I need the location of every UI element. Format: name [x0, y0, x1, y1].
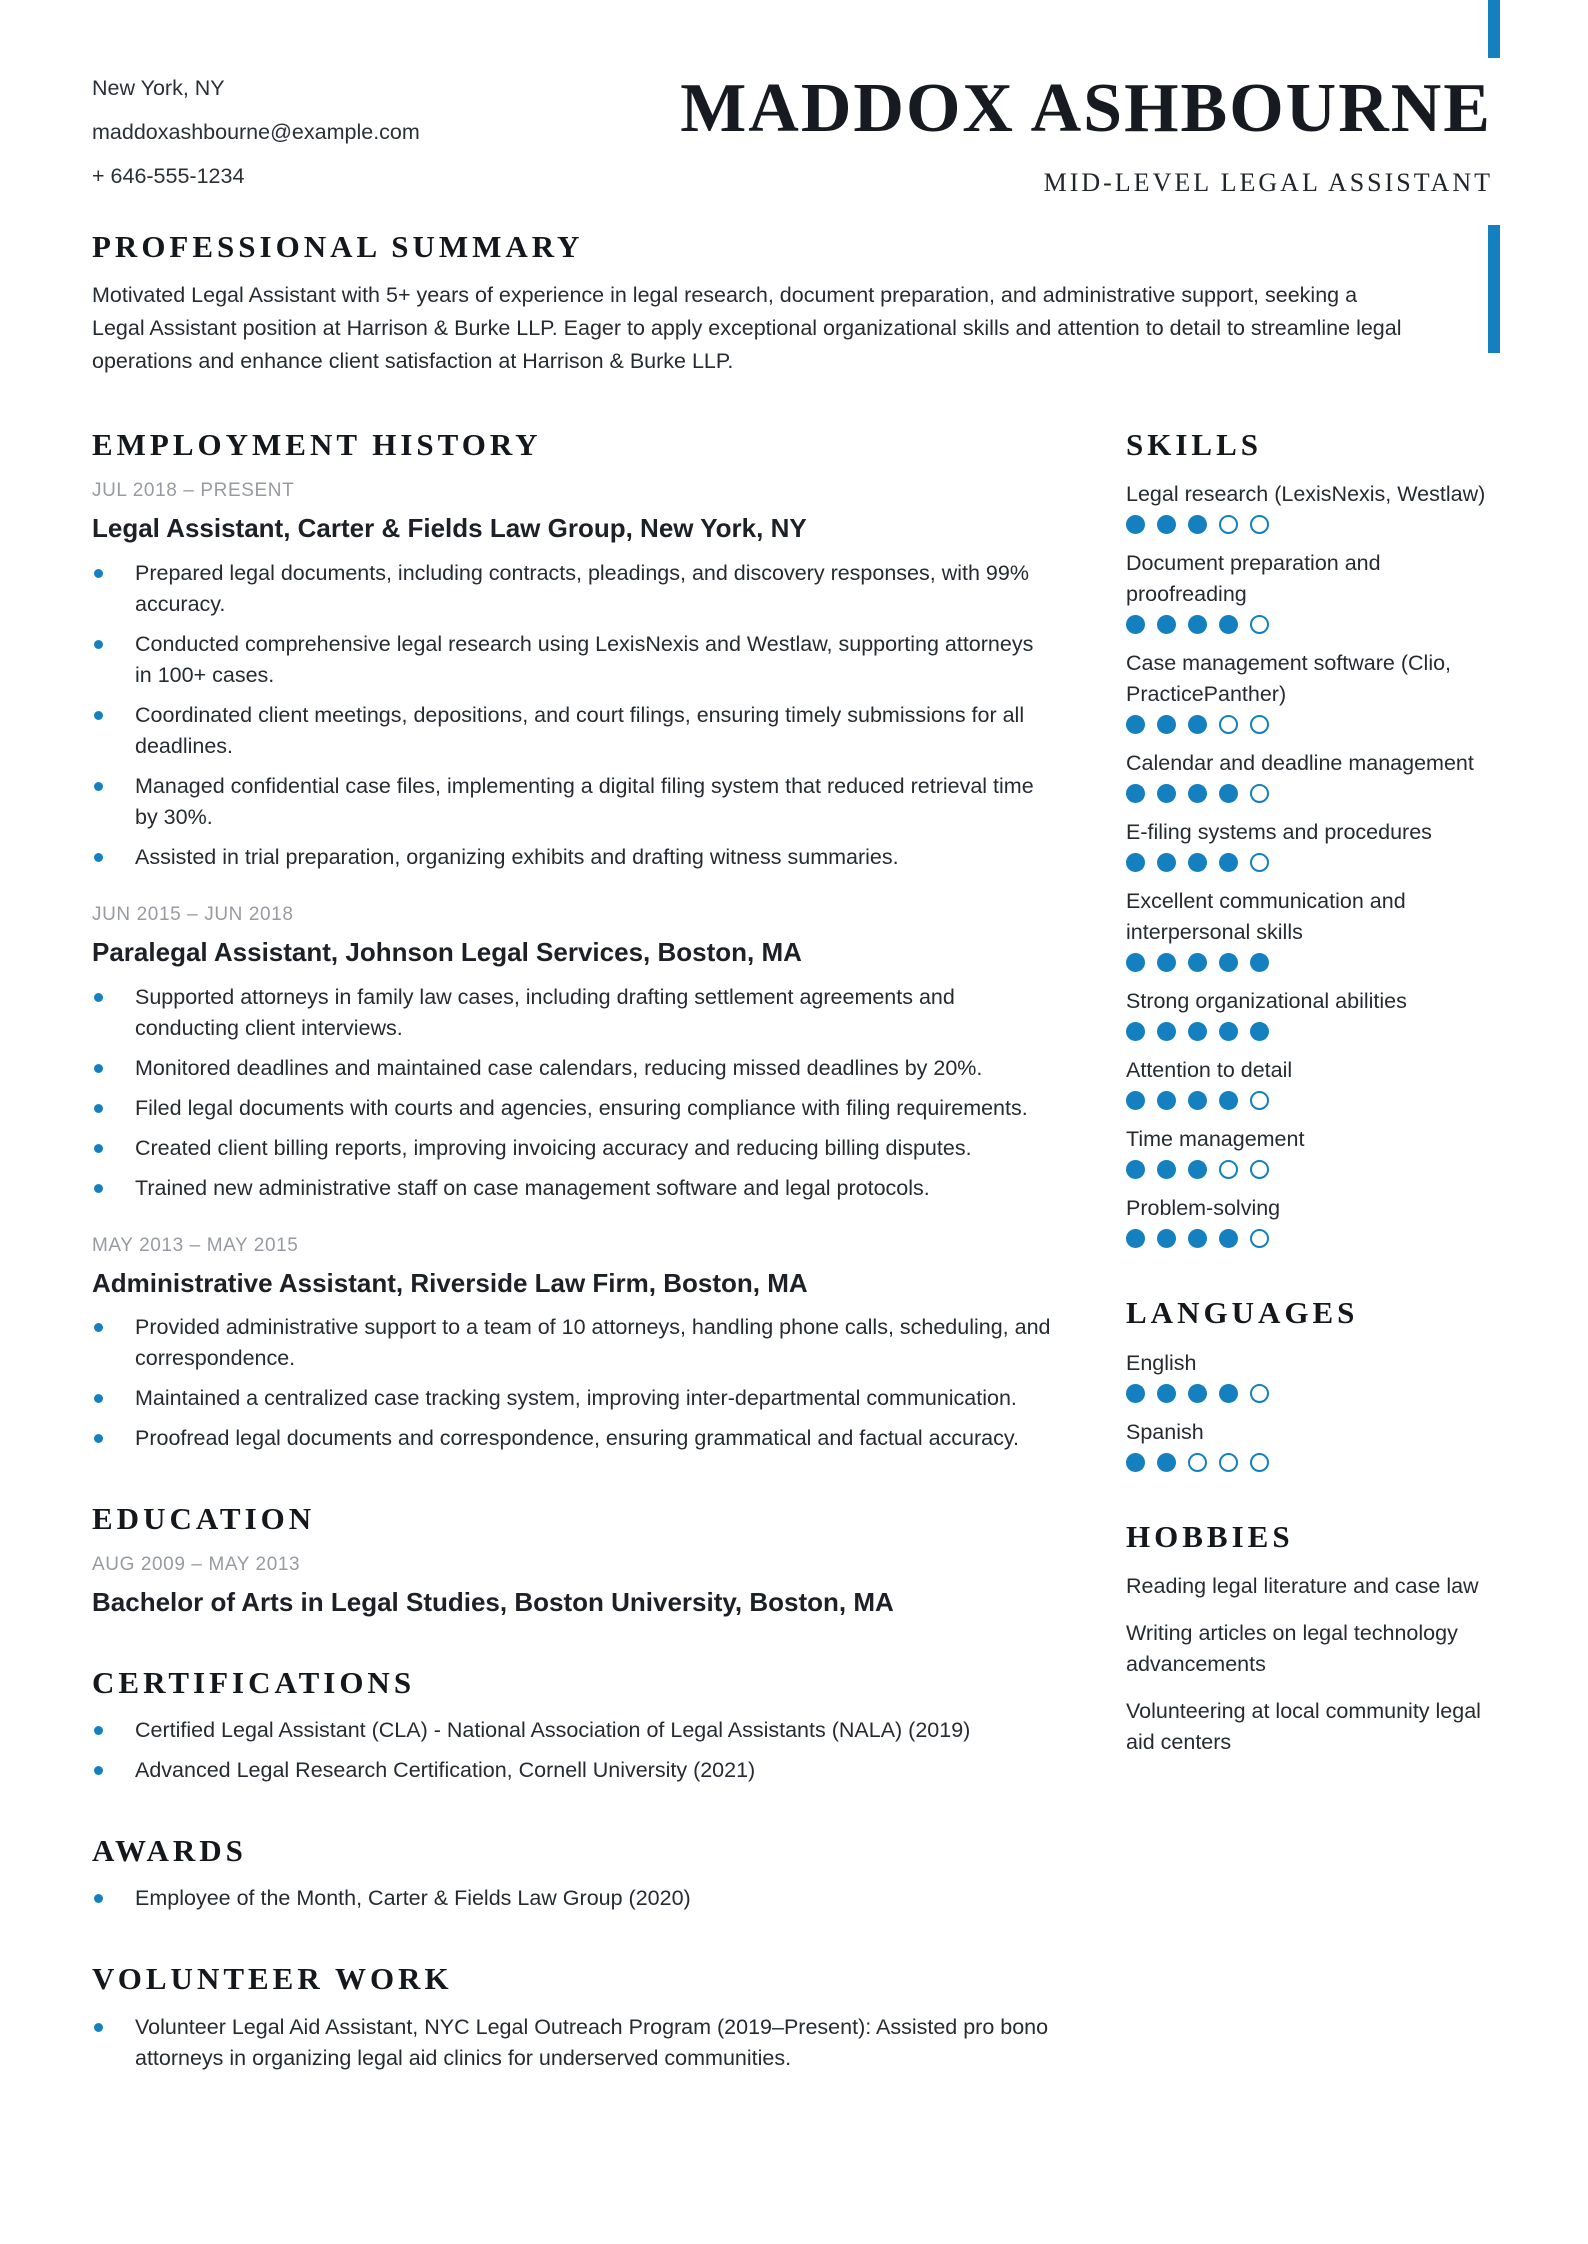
- rating-dot-filled: [1219, 1022, 1238, 1041]
- skill-rating: [1126, 515, 1490, 534]
- contact-phone: + 646-555-1234: [92, 164, 245, 188]
- certifications-section: [92, 1664, 1055, 1786]
- skill-label: Strong organizational abilities: [1126, 989, 1407, 1014]
- hobbies-heading: HOBBIES: [1126, 1518, 1294, 1554]
- rating-dot-filled: [1157, 515, 1176, 534]
- rating-dot-filled: [1188, 784, 1207, 803]
- bullet-dot: [94, 1104, 103, 1113]
- entry-title: Administrative Assistant, Riverside Law Firm, Boston, MA: [92, 1267, 808, 1298]
- contact-email: maddoxashbourne@example.com: [92, 120, 420, 144]
- certification-item: Advanced Legal Research Certification, Cornell University (2021): [92, 1755, 1055, 1786]
- skills-heading: SKILLS: [1126, 427, 1263, 463]
- skill-rating: [1126, 953, 1490, 972]
- rating-dot-filled: [1188, 1160, 1207, 1179]
- skill-item: [1126, 886, 1490, 972]
- employment-entry: [92, 479, 1055, 873]
- skill-item: [1126, 479, 1490, 534]
- skill-rating: [1126, 1091, 1490, 1110]
- hobby-item: Volunteering at local community legal aid centers: [1126, 1698, 1481, 1754]
- rating-dot-filled: [1126, 1022, 1145, 1041]
- skill-rating: [1126, 615, 1490, 634]
- entry-bullets: [92, 558, 1055, 873]
- rating-dot-empty: [1250, 1229, 1269, 1248]
- award-item: Employee of the Month, Carter & Fields Law Group (2020): [92, 1883, 1055, 1914]
- skill-label: Legal research (LexisNexis, Westlaw): [1126, 482, 1486, 507]
- rating-dot-filled: [1188, 1091, 1207, 1110]
- contact-block: [92, 66, 420, 198]
- employment-entry: [92, 1234, 1055, 1455]
- rating-dot-filled: [1126, 1091, 1145, 1110]
- languages-heading: LANGUAGES: [1126, 1295, 1359, 1331]
- skill-item: [1126, 648, 1490, 734]
- languages-section: [1126, 1294, 1490, 1471]
- rating-dot-filled: [1157, 1229, 1176, 1248]
- language-rating: [1126, 1453, 1490, 1472]
- skill-item: [1126, 548, 1490, 634]
- rating-dot-filled: [1126, 715, 1145, 734]
- rating-dot-empty: [1250, 1091, 1269, 1110]
- rating-dot-filled: [1157, 853, 1176, 872]
- rating-dot-filled: [1126, 615, 1145, 634]
- hobbies-section: [1126, 1518, 1490, 1758]
- employment-bullet: Provided administrative support to a team of 10 attorneys, handling phone calls, scheduling, and correspondence.: [92, 1312, 1055, 1374]
- language-item: [1126, 1417, 1490, 1472]
- language-item: [1126, 1348, 1490, 1403]
- skill-item: [1126, 1124, 1490, 1179]
- bullet-dot: [94, 640, 103, 649]
- candidate-title: MID-LEVEL LEGAL ASSISTANT: [1043, 168, 1493, 197]
- language-label: English: [1126, 1350, 1197, 1375]
- entry-dates: JUL 2018 – PRESENT: [92, 480, 295, 502]
- summary-text: Motivated Legal Assistant with 5+ years of experience in legal research, document preparation, and administrative support, seeking a Legal Assistant position at Harrison & Burke LLP. Eager to apply exceptional organizational skills and attention to detail to streamline legal operations and enhance client satisfaction at Harrison & Burke LLP.: [92, 283, 1402, 374]
- skill-item: [1126, 1193, 1490, 1248]
- employment-entries: [92, 479, 1055, 1454]
- certifications-heading: CERTIFICATIONS: [92, 1665, 416, 1700]
- language-rating: [1126, 1384, 1490, 1403]
- accent-bar-top: [1488, 0, 1500, 58]
- bullet-dot: [94, 853, 103, 862]
- employment-bullet: Assisted in trial preparation, organizing exhibits and drafting witness summaries.: [92, 842, 1055, 873]
- rating-dot-filled: [1188, 515, 1207, 534]
- bullet-dot: [94, 1144, 103, 1153]
- rating-dot-empty: [1250, 853, 1269, 872]
- skill-rating: [1126, 715, 1490, 734]
- contact-location: New York, NY: [92, 76, 225, 100]
- rating-dot-filled: [1126, 953, 1145, 972]
- employment-bullet: Maintained a centralized case tracking system, improving inter-departmental communication.: [92, 1383, 1055, 1414]
- rating-dot-filled: [1188, 615, 1207, 634]
- rating-dot-filled: [1157, 784, 1176, 803]
- bullet-dot: [94, 711, 103, 720]
- bullet-dot: [94, 1894, 103, 1903]
- rating-dot-filled: [1219, 1384, 1238, 1403]
- awards-section: [92, 1832, 1055, 1914]
- bullet-dot: [94, 993, 103, 1002]
- skill-label: Case management software (Clio, PracticePanther): [1126, 651, 1452, 707]
- volunteer-list: [92, 2012, 1055, 2074]
- skills-section: [1126, 426, 1490, 1248]
- rating-dot-filled: [1219, 784, 1238, 803]
- rating-dot-empty: [1250, 784, 1269, 803]
- accent-bar-summary: [1488, 225, 1500, 353]
- rating-dot-filled: [1157, 1384, 1176, 1403]
- skill-item: [1126, 986, 1490, 1041]
- rating-dot-empty: [1250, 715, 1269, 734]
- employment-bullet: Prepared legal documents, including contracts, pleadings, and discovery responses, with 99% accuracy.: [92, 558, 1055, 620]
- rating-dot-empty: [1250, 615, 1269, 634]
- summary-section: [92, 228, 1490, 378]
- hobby-item: Writing articles on legal technology advancements: [1126, 1620, 1458, 1676]
- rating-dot-filled: [1188, 1022, 1207, 1041]
- skill-rating: [1126, 1229, 1490, 1248]
- rating-dot-filled: [1157, 715, 1176, 734]
- rating-dot-filled: [1126, 1229, 1145, 1248]
- education-section: [92, 1500, 1055, 1618]
- two-column-layout: [92, 426, 1490, 2082]
- language-label: Spanish: [1126, 1419, 1204, 1444]
- rating-dot-filled: [1219, 853, 1238, 872]
- skill-label: Time management: [1126, 1127, 1305, 1152]
- volunteer-section: [92, 1960, 1055, 2073]
- rating-dot-empty: [1219, 715, 1238, 734]
- rating-dot-filled: [1126, 1384, 1145, 1403]
- bullet-dot: [94, 1394, 103, 1403]
- bullet-dot: [94, 2023, 103, 2032]
- rating-dot-filled: [1157, 1091, 1176, 1110]
- bullet-dot: [94, 1766, 103, 1775]
- rating-dot-filled: [1250, 953, 1269, 972]
- rating-dot-filled: [1126, 1160, 1145, 1179]
- rating-dot-filled: [1188, 853, 1207, 872]
- education-degree: Bachelor of Arts in Legal Studies, Boston University, Boston, MA: [92, 1587, 894, 1618]
- rating-dot-filled: [1157, 1160, 1176, 1179]
- volunteer-heading: VOLUNTEER WORK: [92, 1961, 453, 1997]
- employment-section: [92, 426, 1055, 1454]
- bullet-dot: [94, 1323, 103, 1332]
- skill-label: Calendar and deadline management: [1126, 751, 1474, 776]
- candidate-name: MADDOX ASHBOURNE: [680, 70, 1492, 147]
- skill-label: Attention to detail: [1126, 1058, 1293, 1083]
- skill-label: Document preparation and proofreading: [1126, 551, 1381, 607]
- bullet-dot: [94, 1064, 103, 1073]
- rating-dot-empty: [1219, 515, 1238, 534]
- rating-dot-empty: [1250, 515, 1269, 534]
- rating-dot-filled: [1157, 1453, 1176, 1472]
- rating-dot-filled: [1126, 784, 1145, 803]
- employment-bullet: Coordinated client meetings, depositions, and court filings, ensuring timely submissions for all deadlines.: [92, 700, 1055, 762]
- employment-bullet: Created client billing reports, improving invoicing accuracy and reducing billing disputes.: [92, 1133, 1055, 1164]
- employment-bullet: Trained new administrative staff on case management software and legal protocols.: [92, 1173, 1055, 1204]
- rating-dot-filled: [1188, 715, 1207, 734]
- rating-dot-empty: [1250, 1160, 1269, 1179]
- rating-dot-filled: [1188, 953, 1207, 972]
- certifications-list: [92, 1715, 1055, 1786]
- skill-item: [1126, 748, 1490, 803]
- skill-item: [1126, 1055, 1490, 1110]
- rating-dot-filled: [1126, 1453, 1145, 1472]
- header: [92, 66, 1493, 198]
- skill-label: Problem-solving: [1126, 1196, 1281, 1221]
- employment-bullet: Conducted comprehensive legal research using LexisNexis and Westlaw, supporting attorneys in 100+ cases.: [92, 629, 1055, 691]
- certification-item: Certified Legal Assistant (CLA) - National Association of Legal Assistants (NALA) (2019): [92, 1715, 1055, 1746]
- awards-list: [92, 1883, 1055, 1914]
- skill-rating: [1126, 784, 1490, 803]
- rating-dot-filled: [1219, 615, 1238, 634]
- rating-dot-filled: [1157, 615, 1176, 634]
- rating-dot-filled: [1126, 853, 1145, 872]
- entry-bullets: [92, 1312, 1055, 1454]
- employment-entry: [92, 903, 1055, 1204]
- rating-dot-filled: [1250, 1022, 1269, 1041]
- skill-label: E-filing systems and procedures: [1126, 820, 1432, 845]
- entry-dates: JUN 2015 – JUN 2018: [92, 903, 294, 925]
- skill-label: Excellent communication and interpersonal skills: [1126, 889, 1406, 945]
- rating-dot-filled: [1126, 515, 1145, 534]
- rating-dot-filled: [1219, 1229, 1238, 1248]
- entry-bullets: [92, 982, 1055, 1204]
- entry-title: Legal Assistant, Carter & Fields Law Group, New York, NY: [92, 513, 807, 544]
- rating-dot-filled: [1157, 1022, 1176, 1041]
- education-dates: AUG 2009 – MAY 2013: [92, 1554, 301, 1576]
- summary-heading: PROFESSIONAL SUMMARY: [92, 229, 584, 264]
- rating-dot-filled: [1157, 953, 1176, 972]
- hobby-item: Reading legal literature and case law: [1126, 1573, 1479, 1598]
- employment-heading: EMPLOYMENT HISTORY: [92, 427, 542, 463]
- employment-bullet: Filed legal documents with courts and agencies, ensuring compliance with filing requirements.: [92, 1093, 1055, 1124]
- rating-dot-filled: [1219, 1091, 1238, 1110]
- employment-bullet: Managed confidential case files, implementing a digital filing system that reduced retrieval time by 30%.: [92, 771, 1055, 833]
- skill-rating: [1126, 853, 1490, 872]
- employment-bullet: Monitored deadlines and maintained case calendars, reducing missed deadlines by 20%.: [92, 1053, 1055, 1084]
- rating-dot-empty: [1250, 1384, 1269, 1403]
- name-block: [680, 66, 1493, 198]
- awards-heading: AWARDS: [92, 1833, 247, 1869]
- bullet-dot: [94, 569, 103, 578]
- bullet-dot: [94, 1434, 103, 1443]
- employment-bullet: Proofread legal documents and correspondence, ensuring grammatical and factual accuracy.: [92, 1423, 1055, 1454]
- bullet-dot: [94, 1726, 103, 1735]
- rating-dot-empty: [1219, 1453, 1238, 1472]
- entry-title: Paralegal Assistant, Johnson Legal Services, Boston, MA: [92, 936, 802, 967]
- education-entry: [92, 1553, 1055, 1618]
- education-heading: EDUCATION: [92, 1501, 316, 1537]
- employment-bullet: Supported attorneys in family law cases, including drafting settlement agreements and conducting client interviews.: [92, 982, 1055, 1044]
- rating-dot-empty: [1188, 1453, 1207, 1472]
- rating-dot-empty: [1219, 1160, 1238, 1179]
- rating-dot-filled: [1188, 1384, 1207, 1403]
- sidebar-column: [1126, 426, 1490, 1774]
- entry-dates: MAY 2013 – MAY 2015: [92, 1234, 299, 1256]
- volunteer-item: Volunteer Legal Aid Assistant, NYC Legal Outreach Program (2019–Present): Assisted pro bono attorneys in organizing legal aid clinics for underserved communities.: [92, 2012, 1055, 2074]
- bullet-dot: [94, 782, 103, 791]
- languages-list: [1126, 1348, 1490, 1472]
- skill-rating: [1126, 1160, 1490, 1179]
- rating-dot-empty: [1250, 1453, 1269, 1472]
- bullet-dot: [94, 1184, 103, 1193]
- hobbies-list: [1126, 1571, 1490, 1758]
- skill-item: [1126, 817, 1490, 872]
- rating-dot-filled: [1188, 1229, 1207, 1248]
- main-column: [92, 426, 1055, 2082]
- rating-dot-filled: [1219, 953, 1238, 972]
- skill-rating: [1126, 1022, 1490, 1041]
- skills-list: [1126, 479, 1490, 1248]
